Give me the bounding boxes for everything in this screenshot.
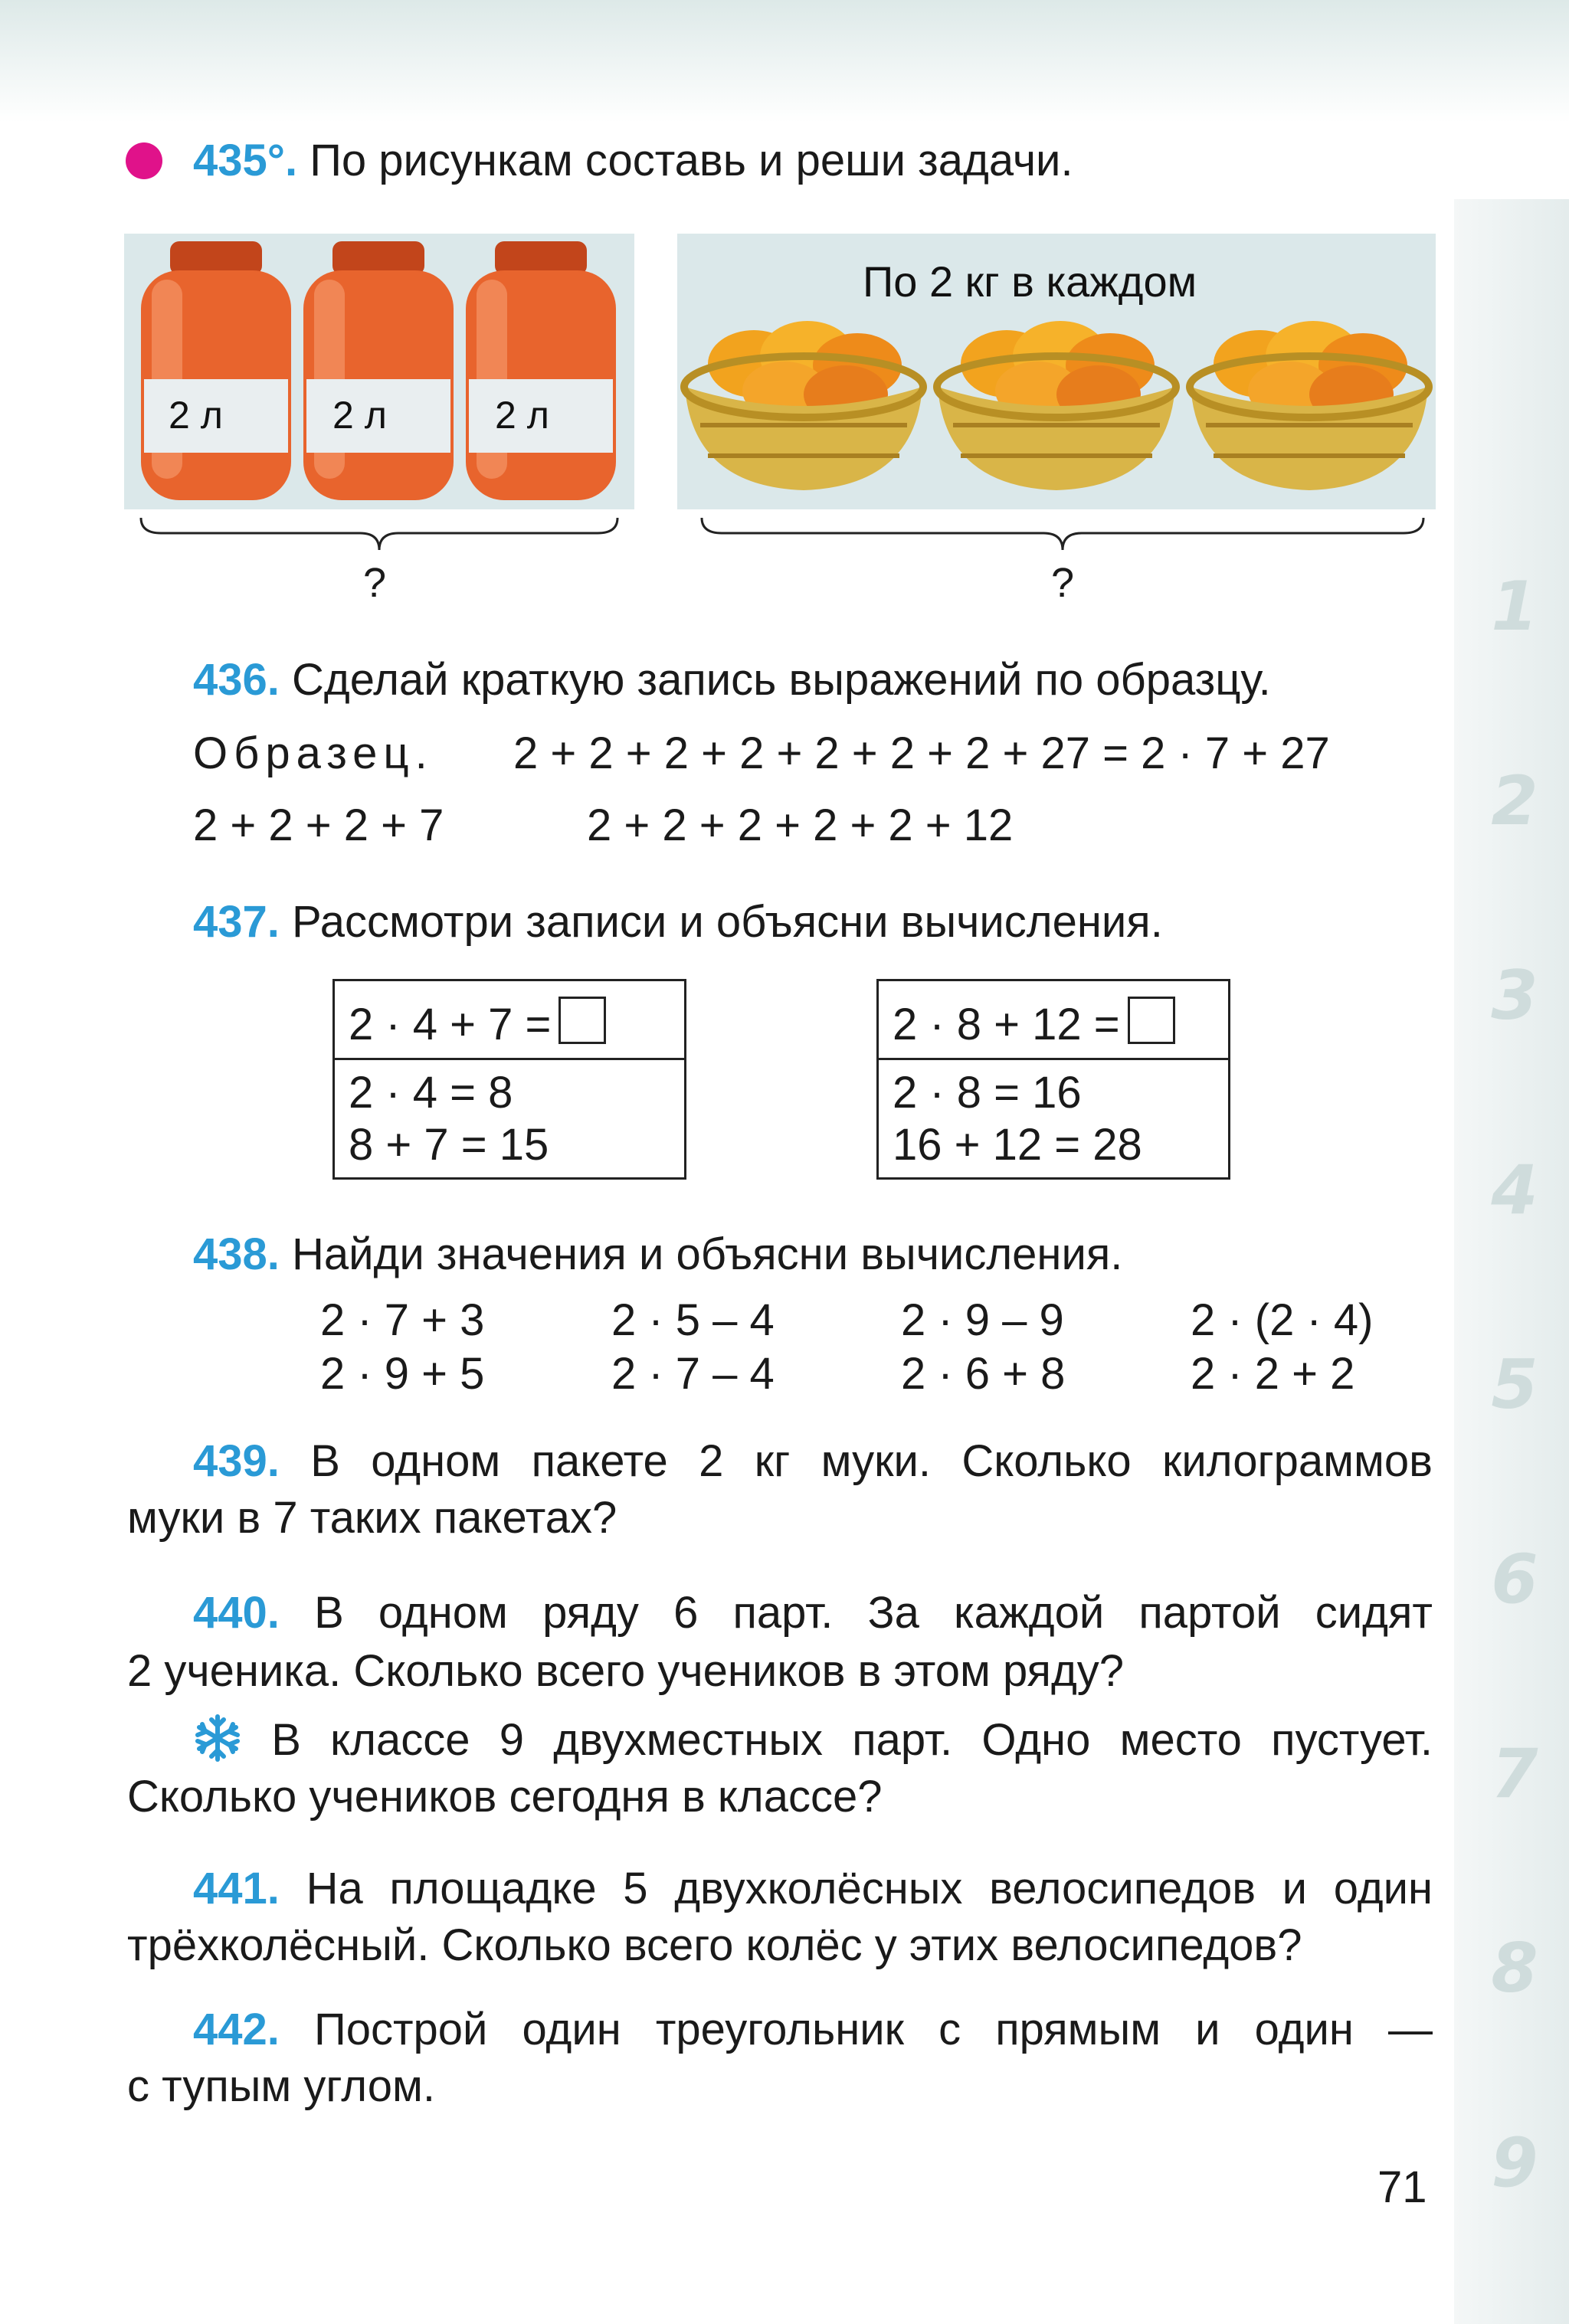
task-437-heading: [193, 895, 1163, 950]
calc-box-1-header: [349, 997, 606, 1052]
task-441-line-1: [127, 1861, 1433, 1916]
task-442-line-1: [127, 2002, 1433, 2057]
task-438-r2-c4: 2 · 2 + 2: [1191, 1349, 1355, 1399]
task-442-text-1: Построй один треугольник с прямым и один —: [314, 2005, 1433, 2054]
task-440-extra-text-1: В классе 9 двухместных парт. Одно место пустует.: [271, 1715, 1433, 1765]
task-440-extra-line-2: Сколько учеников сегодня в классе?: [127, 1772, 883, 1822]
jars-question-mark: ?: [363, 560, 387, 606]
task-441-text-1: На площадке 5 двухколёсных велосипедов и один: [306, 1864, 1433, 1913]
side-tab-9: 9: [1491, 2123, 1538, 2202]
task-438-r2-c3: 2 · 6 + 8: [901, 1349, 1066, 1399]
task-439-number: 439.: [193, 1436, 280, 1486]
task-439-line-2: муки в 7 таких пакетах?: [127, 1493, 617, 1543]
jars-brace: [138, 515, 621, 553]
jar-1: [141, 241, 291, 500]
calc-box-1-line-1: 2 · 4 = 8: [349, 1068, 513, 1118]
task-438-r1-c2: 2 · 5 – 4: [611, 1295, 775, 1345]
calc-box-1-expr: 2 · 4 + 7 =: [349, 1000, 552, 1049]
calc-box-2-expr: 2 · 8 + 12 =: [893, 1000, 1120, 1049]
jar-2: [303, 241, 454, 500]
calc-box-2-line-1: 2 · 8 = 16: [893, 1068, 1082, 1118]
task-440-line-2: 2 ученика. Сколько всего учеников в этом ряду?: [127, 1646, 1125, 1696]
task-437-text: Рассмотри записи и объясни вычисления.: [292, 897, 1163, 947]
task-438-r2-c1: 2 · 9 + 5: [320, 1349, 485, 1399]
jars-picture: [124, 234, 634, 509]
task-438-text: Найди значения и объясни вычисления.: [292, 1229, 1123, 1279]
side-tab-7: 7: [1491, 1734, 1538, 1813]
task-437-number: 437.: [193, 897, 280, 947]
pink-marker-dot: [126, 142, 162, 179]
task-436-heading: [193, 653, 1271, 708]
baskets-illustration: [677, 234, 1436, 509]
jar-label-2: 2 л: [332, 394, 387, 437]
task-441-line-2: трёхколёсный. Сколько всего колёс у этих велосипедов?: [127, 1920, 1302, 1970]
side-tab-6: 6: [1491, 1540, 1538, 1619]
jar-label-1: 2 л: [169, 394, 223, 437]
side-tab-3: 3: [1491, 956, 1538, 1035]
task-438-number: 438.: [193, 1229, 280, 1279]
task-438-r1-c1: 2 · 7 + 3: [320, 1295, 485, 1345]
calc-box-1: [332, 979, 686, 1180]
page-number: 71: [1377, 2162, 1427, 2212]
sample-expression: 2 + 2 + 2 + 2 + 2 + 2 + 2 + 27 = 2 · 7 + 27: [513, 728, 1330, 778]
calc-box-1-line-2: 8 + 7 = 15: [349, 1120, 549, 1170]
task-440-line-1: [127, 1586, 1433, 1641]
task-436-expr-2: 2 + 2 + 2 + 2 + 2 + 12: [587, 800, 1014, 850]
task-440-extra-line-1: [127, 1713, 1433, 1768]
snowflake-icon: [193, 1714, 242, 1763]
answer-square: [558, 997, 606, 1044]
task-438-r1-c4: 2 · (2 · 4): [1191, 1295, 1374, 1345]
calc-box-2-line-2: 16 + 12 = 28: [893, 1120, 1142, 1170]
task-438-r2-c2: 2 · 7 – 4: [611, 1349, 775, 1399]
baskets-caption: По 2 кг в каждом: [863, 257, 1197, 306]
task-436-text: Сделай краткую запись выражений по образцу.: [292, 655, 1271, 705]
task-438-heading: [193, 1227, 1122, 1282]
task-438-r1-c3: 2 · 9 – 9: [901, 1295, 1064, 1345]
baskets-brace: [699, 515, 1427, 553]
task-439-text-1: В одном пакете 2 кг муки. Сколько килограммов: [310, 1436, 1433, 1486]
jar-label-3: 2 л: [495, 394, 549, 437]
task-442-number: 442.: [193, 2005, 280, 2054]
calc-box-2: [876, 979, 1230, 1180]
answer-square: [1128, 997, 1175, 1044]
calc-box-2-divider: [879, 1058, 1228, 1060]
task-439-line-1: [127, 1434, 1433, 1489]
jar-3: [466, 241, 616, 500]
task-435-number: 435°.: [193, 136, 298, 185]
task-442-line-2: с тупым углом.: [127, 2061, 436, 2111]
task-440-text-1: В одном ряду 6 парт. За каждой партой сидят: [314, 1588, 1433, 1638]
top-background-band: [0, 0, 1569, 123]
task-441-number: 441.: [193, 1864, 280, 1913]
side-tab-8: 8: [1491, 1929, 1538, 2008]
side-tab-5: 5: [1491, 1345, 1538, 1424]
side-tab-2: 2: [1491, 761, 1538, 840]
task-435-heading: [193, 133, 1073, 188]
task-436-number: 436.: [193, 655, 280, 705]
task-436-expr-1: 2 + 2 + 2 + 7: [193, 800, 444, 850]
calc-box-1-divider: [335, 1058, 684, 1060]
task-440-number: 440.: [193, 1588, 280, 1638]
task-435-text: По рисункам составь и реши задачи.: [310, 136, 1073, 185]
jars-illustration: [124, 234, 634, 509]
baskets-question-mark: ?: [1051, 560, 1075, 606]
sample-label: Образец.: [193, 728, 434, 778]
calc-box-2-header: [893, 997, 1175, 1052]
side-tab-1: 1: [1491, 567, 1538, 646]
side-tab-4: 4: [1491, 1151, 1538, 1229]
